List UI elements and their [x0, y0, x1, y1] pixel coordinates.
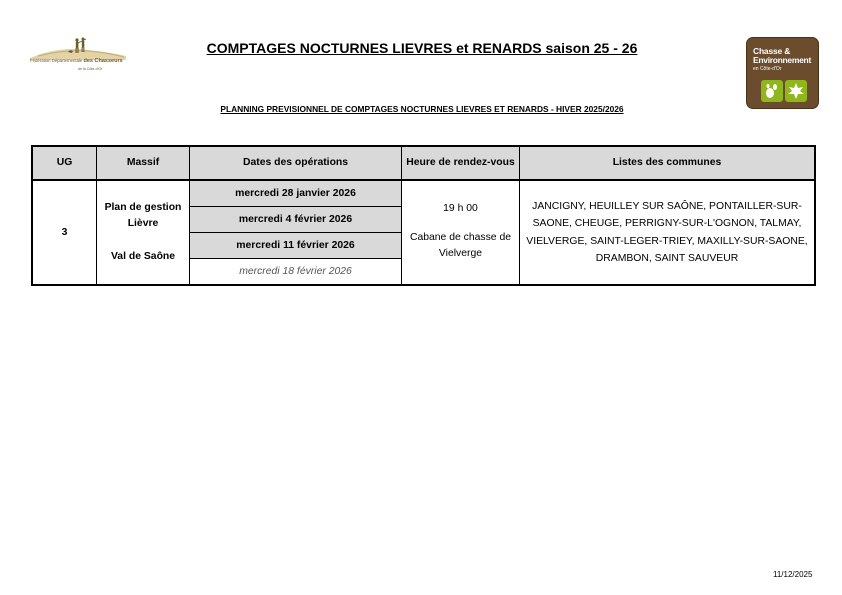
header-massif: Massif [97, 146, 190, 180]
page-title: COMPTAGES NOCTURNES LIEVRES et RENARDS saison 25 - 26 [206, 40, 638, 56]
federation-department: de la Côte-d'Or [78, 67, 103, 71]
logo-line1: Chasse & [753, 46, 791, 56]
massif-line1: Plan de gestion [104, 202, 182, 213]
footer-date: 11/12/2025 [773, 570, 813, 579]
date-cell: mercredi 28 janvier 2026 [190, 180, 402, 207]
date-cell: mercredi 11 février 2026 [190, 233, 402, 259]
hunter-silhouette-icon [28, 36, 128, 60]
date-cell: mercredi 4 février 2026 [190, 207, 402, 233]
header-dates: Dates des opérations [190, 146, 402, 180]
planning-subtitle: PLANNING PREVISIONNEL DE COMPTAGES NOCTURNES LIEVRES ET RENARDS - HIVER 2025/2026 [220, 104, 624, 114]
massif-cell [97, 180, 190, 285]
footprint-icon [761, 80, 783, 102]
rendezvous-place: Cabane de chasse de Vielverge [409, 232, 512, 259]
logo-line2: Environnement [753, 55, 811, 65]
federation-logo [28, 36, 128, 74]
leaf-icon [785, 80, 807, 102]
logo-line3: en Côte-d'Or [753, 66, 782, 72]
federation-name: Fédération Départementale des Chasseurs [30, 58, 123, 64]
rendezvous-time: 19 h 00 [443, 203, 478, 214]
header-communes: Listes des communes [520, 146, 816, 180]
header-heure: Heure de rendez-vous [402, 146, 520, 180]
massif-line3: Val de Saône [110, 251, 176, 262]
planning-table [31, 145, 816, 286]
chasse-environnement-logo [746, 37, 819, 109]
massif-line2: Lièvre [127, 218, 159, 229]
rendezvous-cell [402, 180, 520, 285]
date-cell: mercredi 18 février 2026 [190, 259, 402, 286]
header-ug: UG [32, 146, 97, 180]
table-row [32, 180, 815, 207]
table-header-row [32, 146, 815, 180]
communes-cell: JANCIGNY, HEUILLEY SUR SAÔNE, PONTAILLER-SUR-SAONE, CHEUGE, PERRIGNY-SUR-L'OGNON, TALMAY, VIELVERGE, SAINT-LEGER-TRIEY, MAXILLY-SUR-SAONE, DRAMBON, SAINT SAUVEUR [520, 180, 816, 285]
ug-cell: 3 [32, 180, 97, 285]
